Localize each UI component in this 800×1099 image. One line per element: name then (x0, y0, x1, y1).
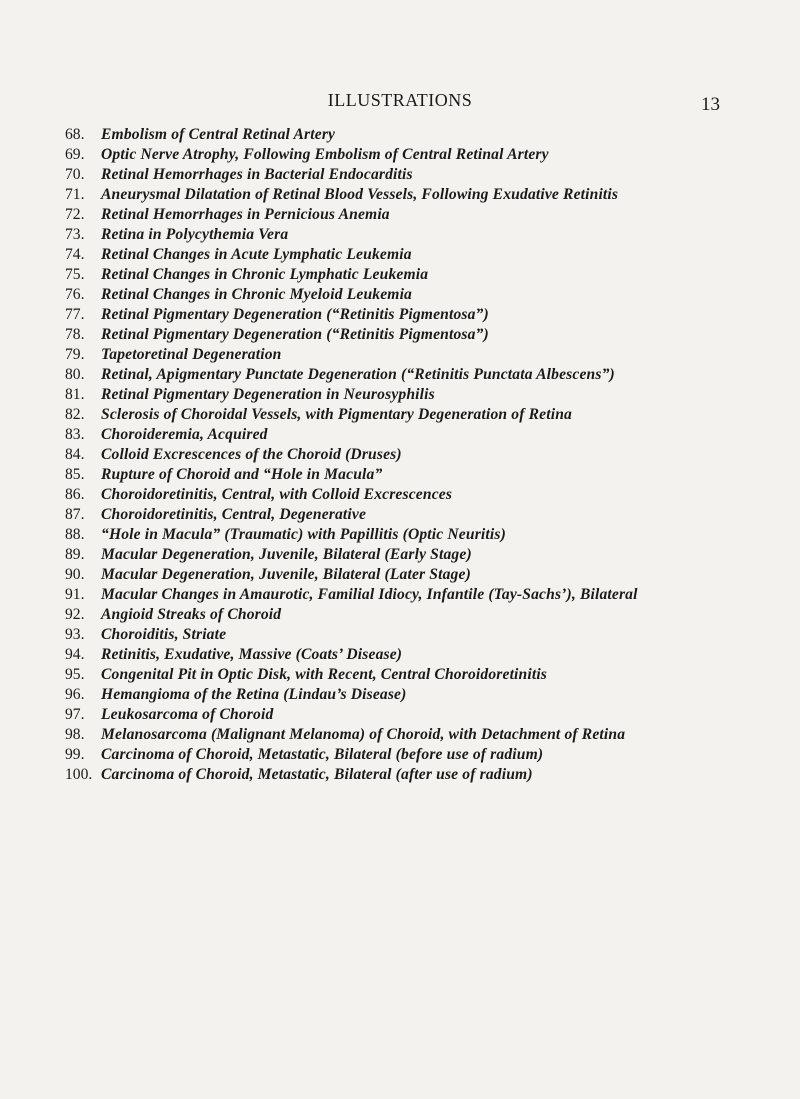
item-title: Choroideremia, Acquired (101, 426, 268, 443)
list-item (65, 525, 765, 545)
item-number: 98. (65, 726, 85, 743)
item-title: Hemangioma of the Retina (Lindau’s Disease) (101, 686, 407, 703)
list-item (65, 625, 765, 645)
item-number: 99. (65, 746, 85, 763)
list-item (65, 685, 765, 705)
item-title: Aneurysmal Dilatation of Retinal Blood Vessels, Following Exudative Retinitis (101, 186, 619, 203)
list-item (65, 205, 765, 225)
item-number: 95. (65, 666, 85, 683)
list-item (65, 405, 765, 425)
item-number: 90. (65, 566, 85, 583)
item-title: Retinal Pigmentary Degeneration (“Retinitis Pigmentosa”) (101, 326, 489, 343)
item-title: Retinal Changes in Acute Lymphatic Leukemia (101, 246, 412, 263)
item-title: Retinal Pigmentary Degeneration in Neurosyphilis (101, 386, 435, 403)
item-number: 77. (65, 306, 85, 323)
list-item (65, 565, 765, 585)
item-title: Retinitis, Exudative, Massive (Coats’ Disease) (101, 646, 403, 663)
list-item (65, 605, 765, 625)
list-item (65, 665, 765, 685)
item-number: 79. (65, 346, 85, 363)
item-number: 87. (65, 506, 85, 523)
list-item (65, 485, 765, 505)
item-title: Retinal, Apigmentary Punctate Degeneration (“Retinitis Punctata Albescens”) (101, 366, 615, 383)
item-title: Macular Degeneration, Juvenile, Bilateral (Early Stage) (101, 546, 472, 563)
page-header (0, 90, 800, 120)
item-number: 68. (65, 126, 85, 143)
list-item (65, 645, 765, 665)
item-title: Angioid Streaks of Choroid (101, 606, 282, 623)
item-title: Retinal Pigmentary Degeneration (“Retinitis Pigmentosa”) (101, 306, 489, 323)
item-number: 94. (65, 646, 85, 663)
item-title: Tapetoretinal Degeneration (101, 346, 282, 363)
item-title: Macular Changes in Amaurotic, Familial Idiocy, Infantile (Tay-Sachs’), Bilateral (101, 586, 638, 603)
item-number: 69. (65, 146, 85, 163)
list-item (65, 705, 765, 725)
item-number: 71. (65, 186, 85, 203)
list-item (65, 345, 765, 365)
item-number: 82. (65, 406, 85, 423)
item-number: 83. (65, 426, 85, 443)
item-title: Retinal Changes in Chronic Myeloid Leukemia (101, 286, 412, 303)
list-item (65, 585, 765, 605)
list-item (65, 185, 765, 205)
list-item (65, 245, 765, 265)
page-number: 13 (701, 94, 720, 115)
item-number: 84. (65, 446, 85, 463)
item-title: Carcinoma of Choroid, Metastatic, Bilateral (after use of radium) (101, 766, 533, 783)
item-number: 80. (65, 366, 85, 383)
item-number: 78. (65, 326, 85, 343)
list-item (65, 325, 765, 345)
item-number: 92. (65, 606, 85, 623)
item-title: Carcinoma of Choroid, Metastatic, Bilateral (before use of radium) (101, 746, 544, 763)
list-item (65, 145, 765, 165)
item-title: Retinal Hemorrhages in Bacterial Endocarditis (101, 166, 413, 183)
item-number: 70. (65, 166, 85, 183)
item-title: Embolism of Central Retinal Artery (101, 126, 336, 143)
item-title: Retinal Hemorrhages in Pernicious Anemia (101, 206, 390, 223)
item-number: 91. (65, 586, 85, 603)
item-number: 88. (65, 526, 85, 543)
item-title: Retinal Changes in Chronic Lymphatic Leukemia (101, 266, 429, 283)
list-item (65, 765, 765, 785)
list-item (65, 265, 765, 285)
item-title: “Hole in Macula” (Traumatic) with Papillitis (Optic Neuritis) (101, 526, 506, 543)
running-title: ILLUSTRATIONS (327, 90, 473, 110)
item-title: Choroiditis, Striate (101, 626, 227, 643)
item-number: 97. (65, 706, 85, 723)
list-item (65, 125, 765, 145)
illustration-list (65, 125, 765, 785)
item-number: 100. (65, 766, 93, 783)
item-title: Optic Nerve Atrophy, Following Embolism of Central Retinal Artery (101, 146, 549, 163)
item-number: 74. (65, 246, 85, 263)
list-item (65, 545, 765, 565)
item-number: 85. (65, 466, 85, 483)
item-title: Melanosarcoma (Malignant Melanoma) of Choroid, with Detachment of Retina (101, 726, 626, 743)
item-number: 96. (65, 686, 85, 703)
list-item (65, 425, 765, 445)
item-number: 75. (65, 266, 85, 283)
item-title: Choroidoretinitis, Central, Degenerative (101, 506, 367, 523)
item-number: 81. (65, 386, 85, 403)
list-item (65, 225, 765, 245)
list-item (65, 165, 765, 185)
item-title: Rupture of Choroid and “Hole in Macula” (101, 466, 383, 483)
list-item (65, 445, 765, 465)
item-title: Macular Degeneration, Juvenile, Bilateral (Later Stage) (101, 566, 471, 583)
list-item (65, 285, 765, 305)
list-item (65, 465, 765, 485)
item-number: 76. (65, 286, 85, 303)
item-title: Congenital Pit in Optic Disk, with Recent, Central Choroidoretinitis (101, 666, 548, 683)
item-number: 73. (65, 226, 85, 243)
item-title: Colloid Excrescences of the Choroid (Druses) (101, 446, 402, 463)
item-number: 89. (65, 546, 85, 563)
list-item (65, 725, 765, 745)
item-number: 93. (65, 626, 85, 643)
list-item (65, 745, 765, 765)
item-number: 72. (65, 206, 85, 223)
list-item (65, 305, 765, 325)
item-title: Choroidoretinitis, Central, with Colloid Excrescences (101, 486, 453, 503)
list-item (65, 385, 765, 405)
list-item (65, 365, 765, 385)
list-item (65, 505, 765, 525)
item-title: Leukosarcoma of Choroid (101, 706, 274, 723)
item-number: 86. (65, 486, 85, 503)
item-title: Retina in Polycythemia Vera (101, 226, 289, 243)
item-title: Sclerosis of Choroidal Vessels, with Pigmentary Degeneration of Retina (101, 406, 572, 423)
